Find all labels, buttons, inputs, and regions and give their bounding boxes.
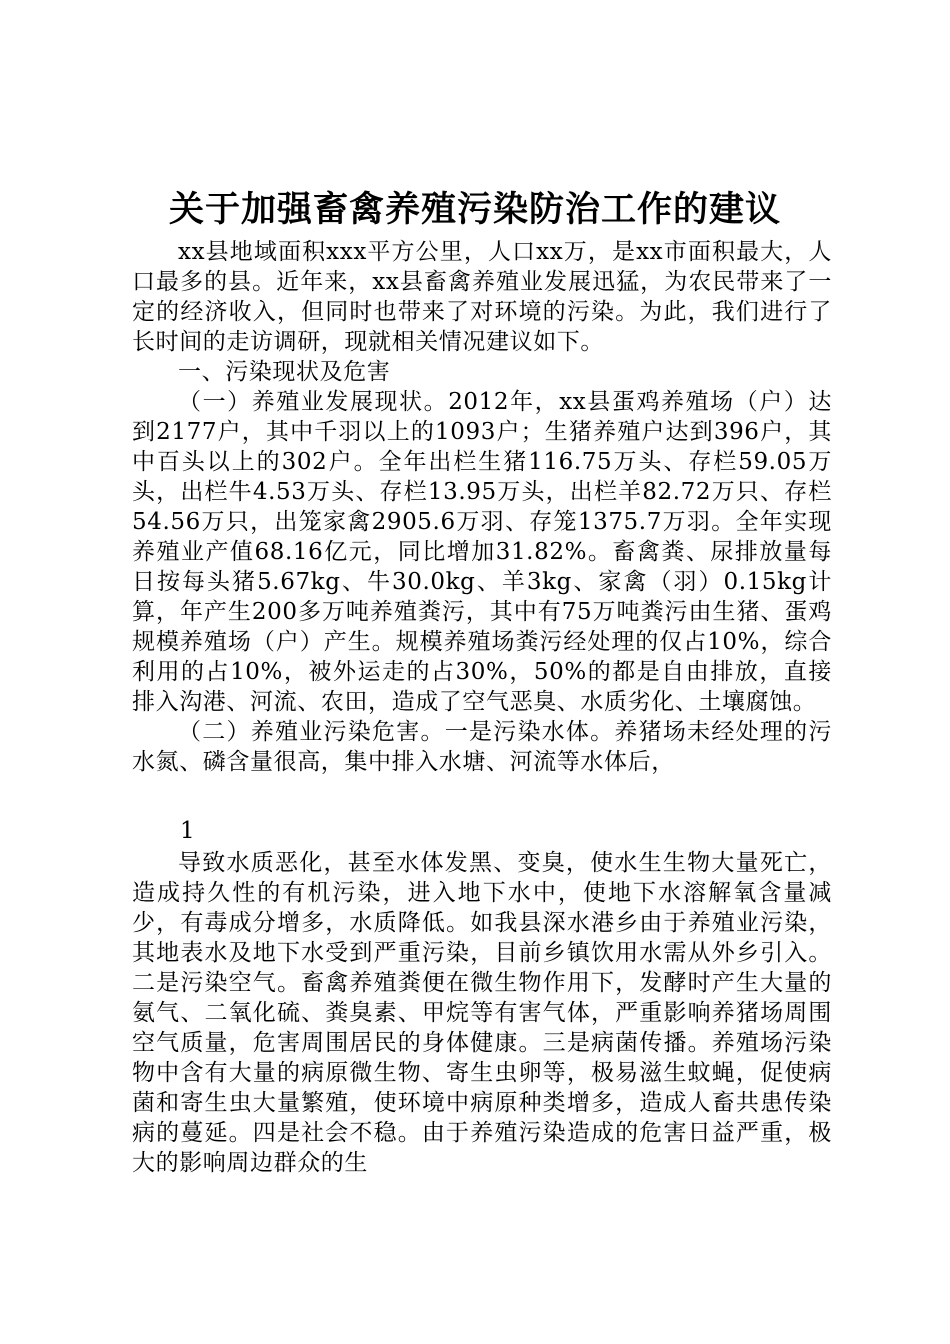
page-number: 1 [180,818,195,844]
paragraph-development-status: （一）养殖业发展现状。2012年，xx县蛋鸡养殖场（户）达到2177户，其中千羽以上的1093户；生猪养殖户达到396户，其中百头以上的302户。全年出栏生猪116.75万头、存栏59.05万头，出栏牛4.53万头、存栏13.95万头，出栏羊82.72万只、存栏54.56万只，出笼家禽2905.6万羽、存笼1375.7万羽。全年实现养殖业产值68.16亿元，同比增加31.82%。畜禽粪、尿排放量每日按每头猪5.67kg、牛30.0kg、羊3kg、家禽（羽）0.15kg计算，年产生200多万吨养殖粪污，其中有75万吨粪污由生猪、蛋鸡规模养殖场（户）产生。规模养殖场粪污经处理的仅占10%，综合利用的占10%，被外运走的占30%，50%的都是自由排放，直接排入沟港、河流、农田，造成了空气恶臭、水质劣化、土壤腐蚀。 [132,389,832,715]
document-title: 关于加强畜禽养殖污染防治工作的建议 [168,190,781,230]
section-heading-pollution: 一、污染现状及危害 [178,359,391,385]
paragraph-continuation: 导致水质恶化，甚至水体发黑、变臭，使水生生物大量死亡，造成持久性的有机污染，进入地下水中，使地下水溶解氧含量减少，有毒成分增多，水质降低。如我县深水港乡由于养殖业污染，其地表水及地下水受到严重污染，目前乡镇饮用水需从外乡引入。二是污染空气。畜禽养殖粪便在微生物作用下，发酵时产生大量的氨气、二氧化硫、粪臭素、甲烷等有害气体，严重影响养猪场周围空气质量，危害周围居民的身体健康。三是病菌传播。养殖场污染物中含有大量的病原微生物、寄生虫卵等，极易滋生蚊蝇，促使病菌和寄生虫大量繁殖，使环境中病原种类增多，造成人畜共患传染病的蔓延。四是社会不稳。由于养殖污染造成的危害日益严重，极大的影响周边群众的生 [132,850,832,1176]
body-text-section-1 [132,237,832,777]
intro-paragraph: xx县地域面积xxx平方公里，人口xx万，是xx市面积最大，人口最多的县。近年来，xx县畜禽养殖业发展迅猛，为农民带来了一定的经济收入，但同时也带来了对环境的污染。为此，我们进行了长时间的走访调研，现就相关情况建议如下。 [132,239,832,355]
paragraph-pollution-hazard: （二）养殖业污染危害。一是污染水体。养猪场未经处理的污水氮、磷含量很高，集中排入水塘、河流等水体后， [132,719,832,775]
body-text-section-2 [132,848,832,1178]
